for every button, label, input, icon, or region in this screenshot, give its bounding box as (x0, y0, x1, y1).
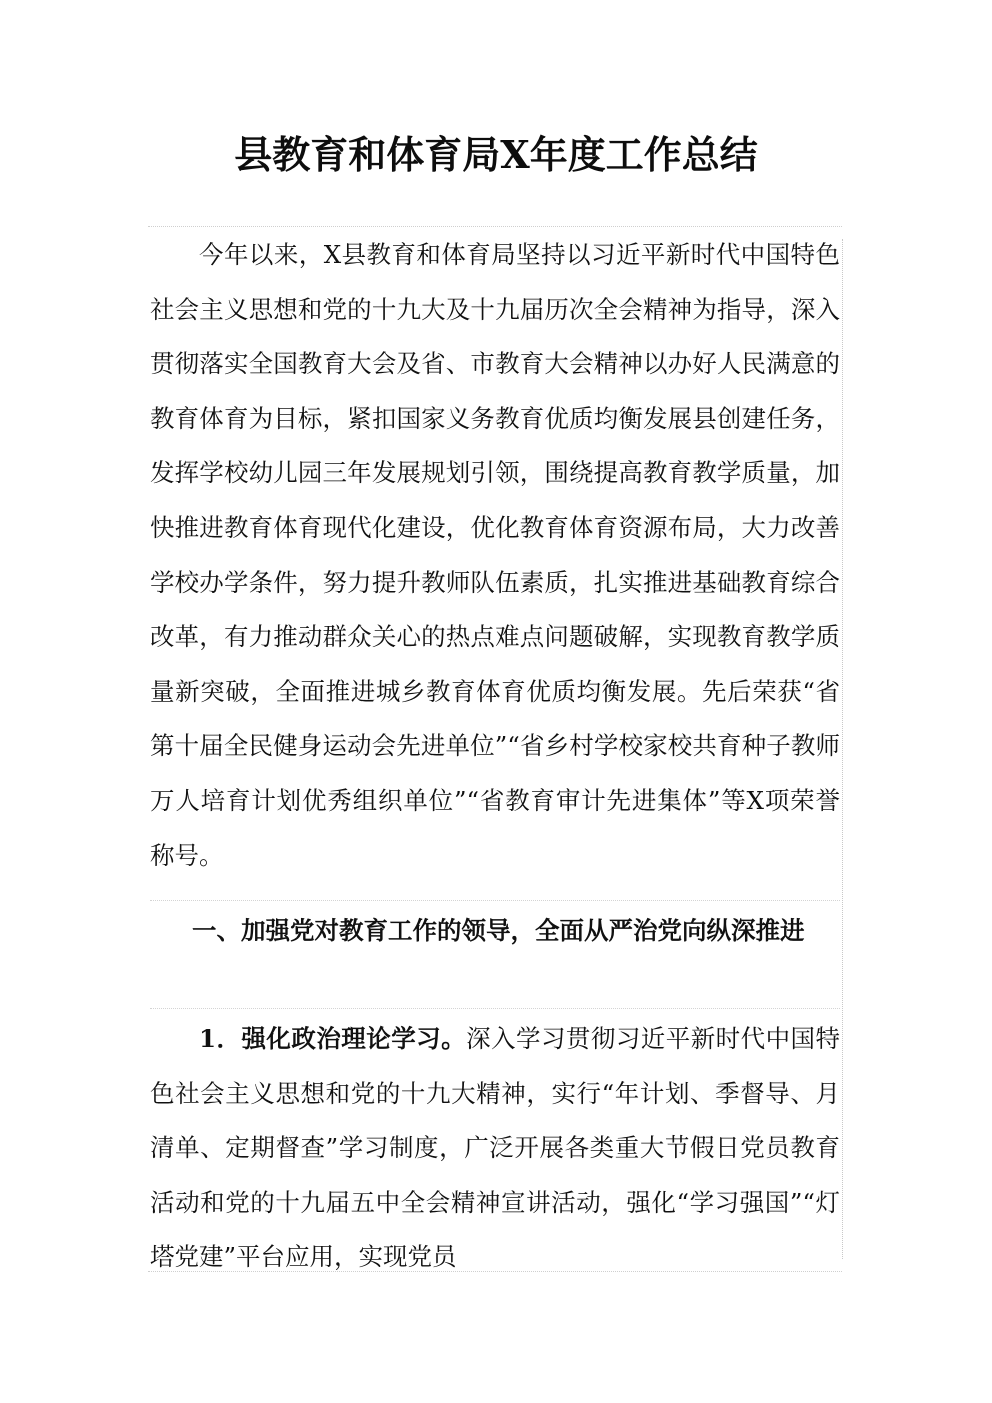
item-body-text: 深入学习贯彻习近平新时代中国特色社会主义思想和党的十九大精神，实行“年计划、季督导、月清单、定期督查”学习制度，广泛开展各类重大节假日党员教育活动和党的十九届五中全会精神宣讲活动，强化“学习强国”“灯塔党建”平台应用，实现党员 (150, 1024, 841, 1272)
intro-paragraph: 今年以来，X县教育和体育局坚持以习近平新时代中国特色社会主义思想和党的十九大及十九届历次全会精神为指导，深入贯彻落实全国教育大会及省、市教育大会精神以办好人民满意的教育体育为目标，紧扣国家义务教育优质均衡发展县创建任务，发挥学校幼儿园三年发展规划引领，围绕提高教育教学质量，加快推进教育体育现代化建设，优化教育体育资源布局，大力改善学校办学条件，努力提升教师队伍素质，扎实推进基础教育综合改革，有力推动群众关心的热点难点问题破解，实现教育教学质量新突破，全面推进城乡教育体育优质均衡发展。先后荣获“省第十届全民健身运动会先进单位”“省乡村学校家校共育种子教师万人培育计划优秀组织单位”“省教育审计先进集体”等X项荣誉称号。 (150, 240, 840, 870)
item-paragraph (150, 1012, 840, 1285)
section-heading: 一、加强党对教育工作的领导，全面从严治党向纵深推进 (192, 916, 805, 945)
paragraph-divider (150, 900, 840, 901)
document-title: 县教育和体育局X年度工作总结 (234, 132, 758, 177)
item-lead-text: 1．强化政治理论学习。 (199, 1024, 467, 1053)
paragraph-divider (150, 1008, 840, 1009)
